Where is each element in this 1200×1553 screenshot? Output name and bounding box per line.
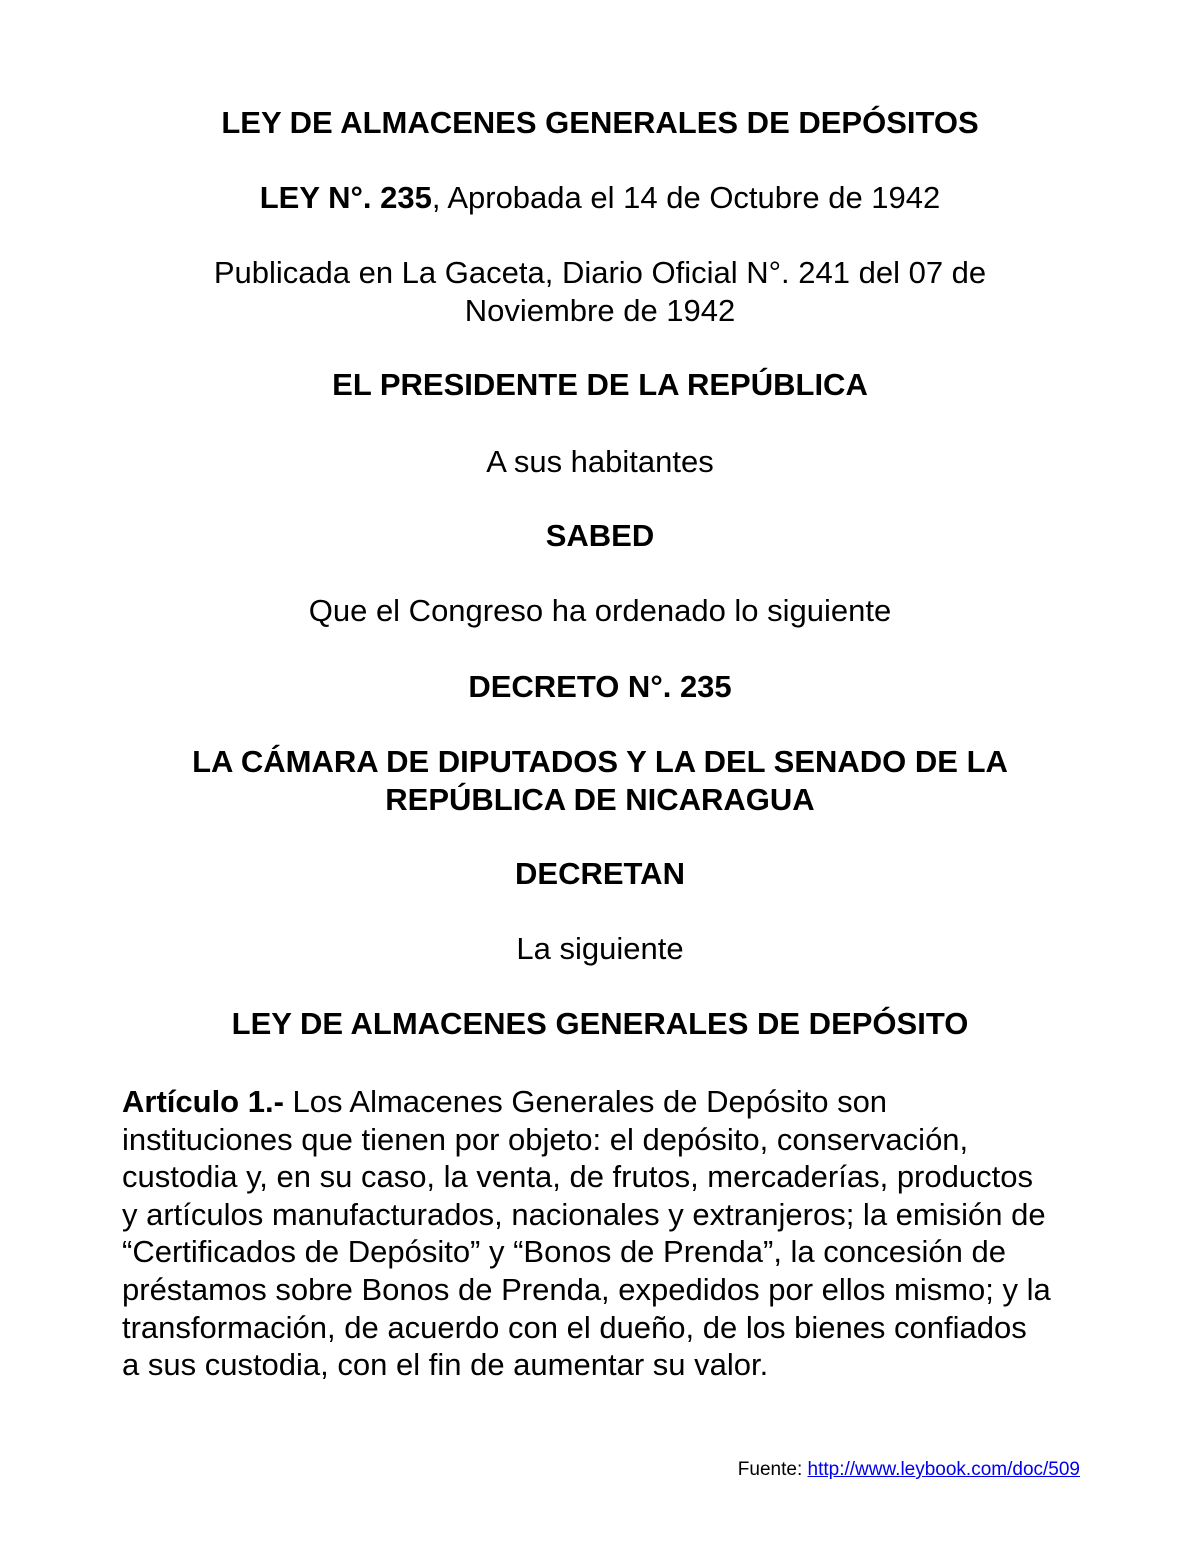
article-1-line: transformación, de acuerdo con el dueño, de los bienes confiados — [122, 1309, 1027, 1345]
camara-heading — [120, 743, 1080, 819]
article-1-line: y artículos manufacturados, nacionales y extranjeros; la emisión de — [122, 1196, 1046, 1232]
ley-line — [120, 179, 1080, 217]
ley-number: LEY N°. 235 — [259, 180, 432, 215]
source-footer — [738, 1458, 1080, 1482]
article-1-label: Artículo 1.- — [122, 1084, 284, 1119]
article-1-line: instituciones que tienen por objeto: el depósito, conservación, — [122, 1121, 969, 1157]
article-1-line: préstamos sobre Bonos de Prenda, expedidos por ellos mismo; y la — [122, 1271, 1051, 1307]
decreto-heading: DECRETO N°. 235 — [468, 669, 732, 704]
congreso-line: Que el Congreso ha ordenado lo siguiente — [308, 593, 892, 628]
article-1-line: custodia y, en su caso, la venta, de frutos, mercaderías, productos — [122, 1159, 1033, 1195]
ley-approved: , Aprobada el 14 de Octubre de 1942 — [431, 180, 941, 215]
sabed-heading: SABED — [545, 518, 655, 553]
publication-info — [120, 254, 1080, 330]
article-1-text-start: Los Almacenes Generales de Depósito son — [283, 1084, 888, 1119]
article-1-first-line — [122, 1083, 1082, 1121]
publication-line-1: Publicada en La Gaceta, Diario Oficial N°. 241 del 07 de — [213, 255, 987, 290]
law-title: LEY DE ALMACENES GENERALES DE DEPÓSITO — [231, 1006, 969, 1041]
article-1-line: “Certificados de Depósito” y “Bonos de Prenda”, la concesión de — [122, 1234, 1006, 1270]
la-siguiente-line: La siguiente — [516, 931, 684, 966]
article-1 — [122, 1083, 1082, 1384]
camara-line-1: LA CÁMARA DE DIPUTADOS Y LA DEL SENADO DE LA — [192, 744, 1008, 779]
publication-line-2: Noviembre de 1942 — [464, 293, 736, 328]
president-heading: EL PRESIDENTE DE LA REPÚBLICA — [332, 367, 868, 402]
decretan-heading: DECRETAN — [515, 856, 685, 891]
camara-line-2: REPÚBLICA DE NICARAGUA — [385, 782, 815, 817]
habitantes-line: A sus habitantes — [486, 444, 714, 479]
article-1-line: a sus custodia, con el fin de aumentar su valor. — [122, 1347, 769, 1383]
document-title: LEY DE ALMACENES GENERALES DE DEPÓSITOS — [221, 105, 979, 140]
source-link[interactable]: http://www.leybook.com/doc/509 — [807, 1459, 1080, 1480]
source-label: Fuente: — [737, 1459, 808, 1480]
